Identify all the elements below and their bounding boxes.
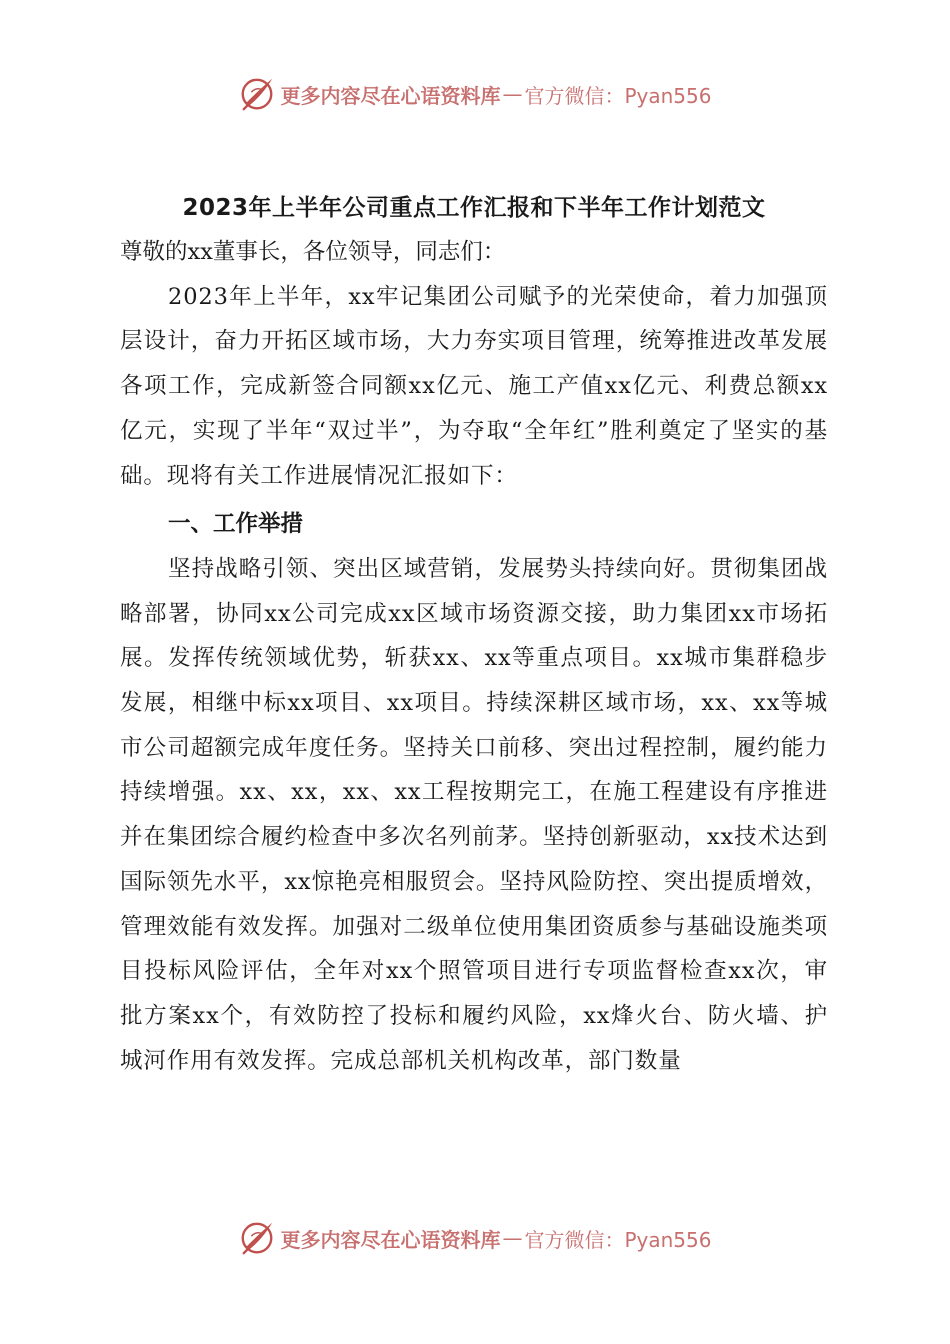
- salutation: 尊敬的xx董事长，各位领导，同志们：: [120, 239, 506, 265]
- section-paragraph: 坚持战略引领、突出区域营销，发展势头持续向好。贯彻集团战略部署，协同xx公司完成xx区域市场资源交接，助力集团xx市场拓展。发挥传统领域优势，斩获xx、xx等重点项目。xx城市集群稳步发展，相继中标xx项目、xx项目。持续深耕区域市场，xx、xx等城市公司超额完成年度任务。坚持关口前移、突出过程控制，履约能力持续增强。xx、xx，xx、xx工程按期完工，在施工程建设有序推进并在集团综合履约检查中多次名列前茅。坚持创新驱动，xx技术达到国际领先水平，xx惊艳亮相服贸会。坚持风险防控、突出提质增效，管理效能有效发挥。加强对二级单位使用集团资质参与基础设施类项目投标风险评估，全年对xx个照管项目进行专项监督检查xx次，审批方案xx个，有效防控了投标和履约风险，xx烽火台、防火墙、护城河作用有效发挥。完成总部机关机构改革，部门数量: [120, 555, 828, 1074]
- banner-text: 更多内容尽在心语资料库: [280, 83, 501, 108]
- document-title: 2023年上半年公司重点工作汇报和下半年工作计划范文: [182, 195, 766, 221]
- banner-separator: —: [502, 82, 523, 106]
- banner-text: 更多内容尽在心语资料库: [280, 1227, 501, 1252]
- document-body: [120, 186, 828, 1083]
- intro-paragraph: 2023年上半年，xx牢记集团公司赋予的光荣使命，着力加强顶层设计，奋力开拓区域市场，大力夯实项目管理，统筹推进改革发展各项工作，完成新签合同额xx亿元、施工产值xx亿元、利费总额xx亿元，实现了半年“双过半”，为夺取“全年红”胜利奠定了坚实的基础。现将有关工作进展情况汇报如下：: [120, 283, 828, 489]
- banner-wechat: 官方微信：Pyan556: [524, 83, 712, 108]
- header-banner: [0, 72, 950, 116]
- banner-wechat: 官方微信：Pyan556: [524, 1227, 712, 1252]
- quill-logo-icon: [238, 1219, 276, 1257]
- footer-banner: [0, 1216, 950, 1260]
- section-heading: 一、工作举措: [168, 511, 304, 538]
- banner-separator: —: [502, 1226, 523, 1250]
- quill-logo-icon: [238, 75, 276, 113]
